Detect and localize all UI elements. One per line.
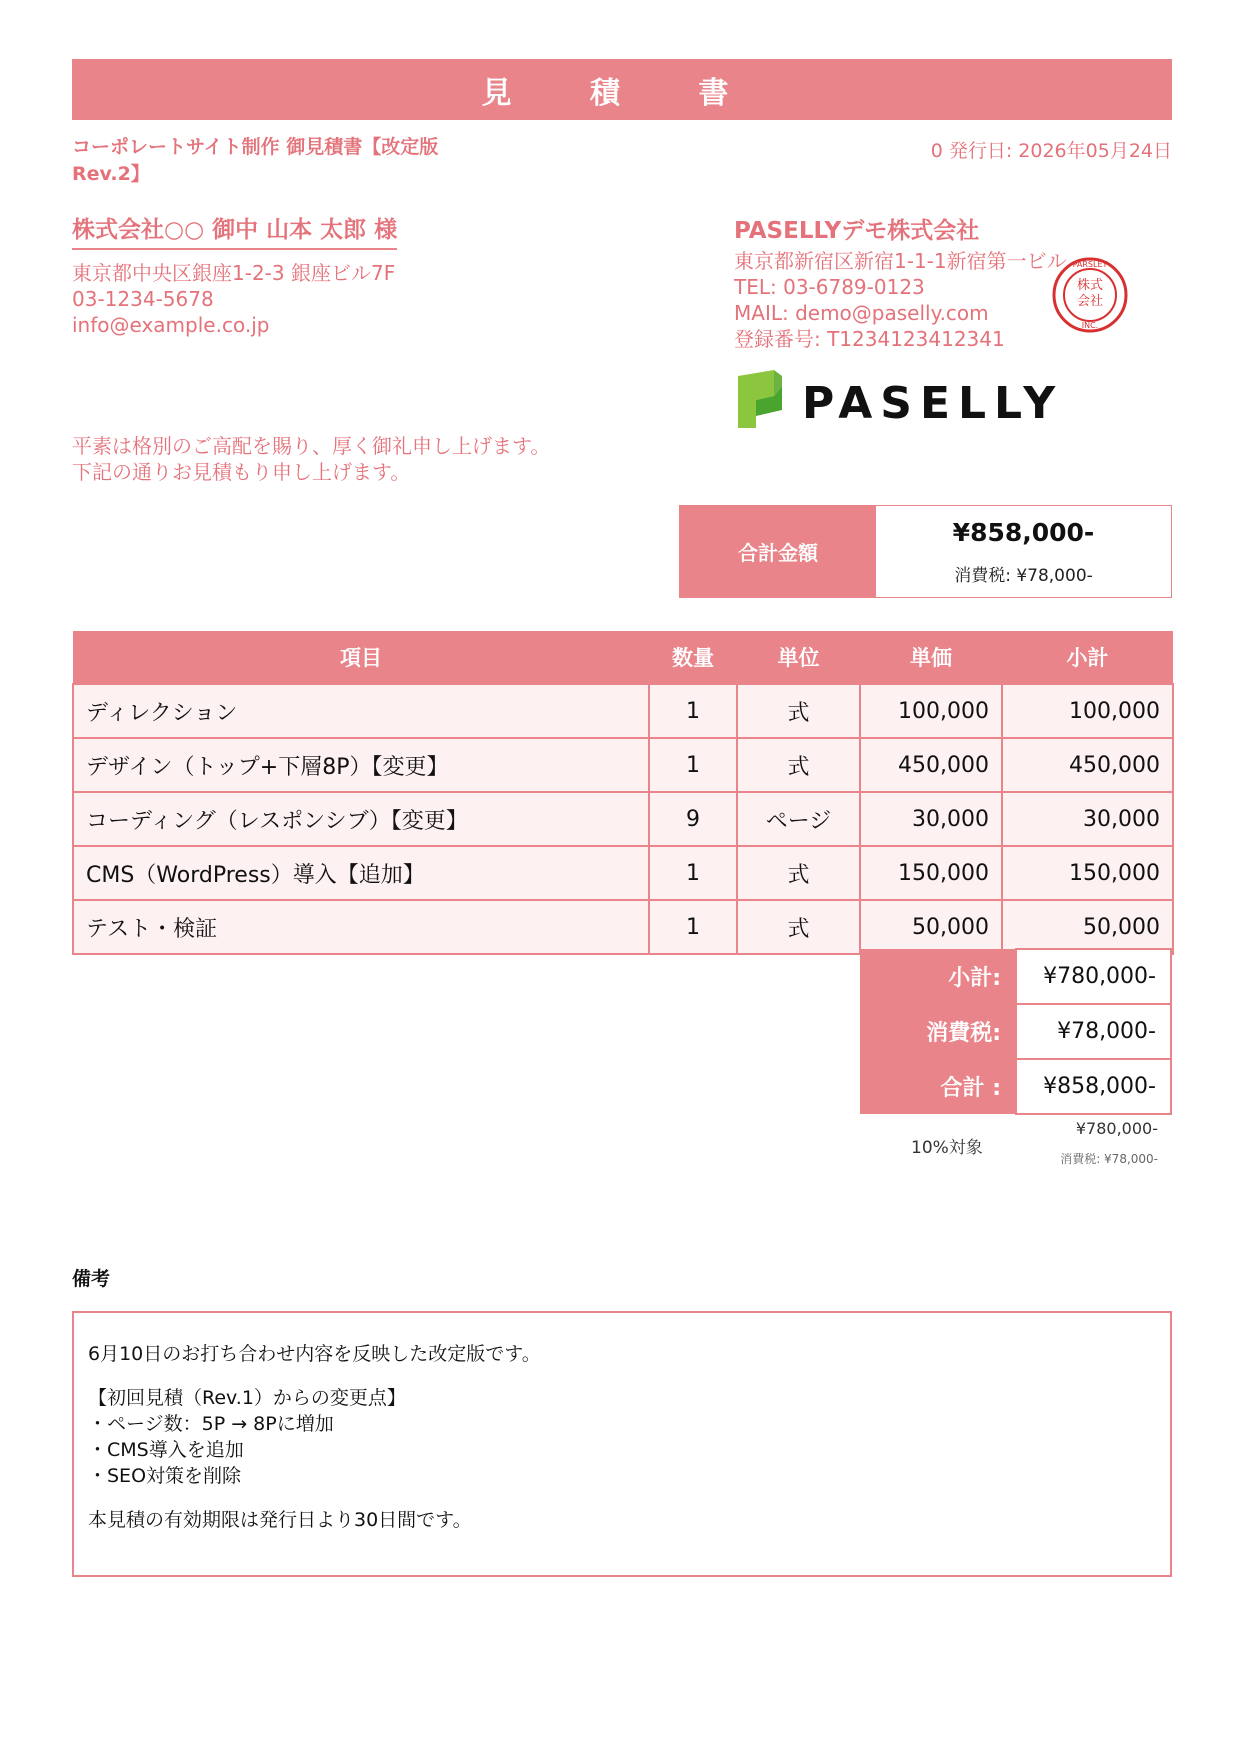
grand-total-value: ¥858,000- [1016,1059,1171,1114]
client-address: 東京都中央区銀座1-2-3 銀座ビル7F [72,261,396,285]
item-subtotal: 100,000 [1002,684,1173,738]
header-subtotal: 小計 [1002,631,1173,684]
item-subtotal: 150,000 [1002,846,1173,900]
item-qty: 1 [649,900,737,954]
company-info [734,248,1074,352]
company-registration: 登録番号: T1234123412341 [734,327,1005,351]
greeting-line: 平素は格別のご高配を賜り、厚く御礼申し上げます。 [72,434,551,458]
company-seal-stamp [1050,243,1128,347]
tax-label: 消費税: [860,1004,1016,1059]
table-row [73,738,1173,792]
notes-box [72,1311,1172,1577]
client-phone: 03-1234-5678 [72,287,214,311]
item-subtotal: 50,000 [1002,900,1173,954]
company-name: PASELLYデモ株式会社 [734,218,980,244]
item-name: ディレクション [73,684,649,738]
company-tel: TEL: 03-6789-0123 [734,275,925,299]
notes-line: 本見積の有効期限は発行日より30日間です。 [88,1509,472,1531]
item-unit-price: 150,000 [860,846,1002,900]
svg-text:株式: 株式 [1076,278,1104,293]
total-amount: ¥858,000- [952,517,1095,547]
paselly-logo [734,370,1064,430]
summary-row [860,1004,1171,1059]
total-amount-label: 合計金額 [680,506,876,597]
svg-text:会社: 会社 [1076,294,1104,309]
notes-line: 6月10日のお打ち合わせ内容を反映した改定版です。 [88,1343,541,1365]
total-amount-values [876,506,1171,597]
header-unit-price: 単価 [860,631,1002,684]
table-row [73,900,1173,954]
total-tax: 消費税: ¥78,000- [954,565,1093,586]
subtotal-label: 小計: [860,949,1016,1004]
client-name: 株式会社○○ 御中 山本 太郎 様 [72,211,397,250]
grand-total-label: 合計 : [860,1059,1016,1114]
summary-table [860,948,1172,1115]
tax-rate-amount: ¥780,000- [1075,1119,1158,1138]
document-subject: コーポレートサイト制作 御見積書【改定版 Rev.2】 [72,136,439,185]
client-info [72,260,395,338]
item-unit-price: 450,000 [860,738,1002,792]
item-unit: 式 [737,684,860,738]
summary-row [860,949,1171,1004]
notes-line: 【初回見積（Rev.1）からの変更点】 [88,1387,406,1409]
item-qty: 1 [649,738,737,792]
total-amount-box [679,505,1172,598]
issue-date: 0 発行日: 2026年05月24日 [930,140,1172,162]
notes-line: ・ページ数：5P → 8Pに増加 [88,1413,334,1435]
item-unit: ページ [737,792,860,846]
subtotal-value: ¥780,000- [1016,949,1171,1004]
line-items-table [72,631,1174,955]
item-unit-price: 100,000 [860,684,1002,738]
notes-title: 備考 [72,1268,111,1290]
client-email: info@example.co.jp [72,313,270,337]
company-address: 東京都新宿区新宿1-1-1新宿第一ビル [734,249,1067,273]
table-header-row [73,631,1173,684]
summary-row [860,1059,1171,1114]
item-unit: 式 [737,738,860,792]
company-mail: MAIL: demo@paselly.com [734,301,989,325]
notes-line: ・CMS導入を追加 [88,1439,244,1461]
item-unit: 式 [737,846,860,900]
svg-text:INC.: INC. [1081,321,1099,330]
document-title: 見 積 書 [72,59,1172,120]
table-row [73,684,1173,738]
item-name: テスト・検証 [73,900,649,954]
tax-rate-label: 10%対象 [911,1138,983,1158]
item-unit-price: 30,000 [860,792,1002,846]
item-qty: 1 [649,846,737,900]
notes-line: ・SEO対策を削除 [88,1465,242,1487]
item-unit-price: 50,000 [860,900,1002,954]
item-name: CMS（WordPress）導入【追加】 [73,846,649,900]
header-item: 項目 [73,631,649,684]
header-unit: 単位 [737,631,860,684]
item-subtotal: 450,000 [1002,738,1173,792]
greeting [72,433,550,485]
tax-value: ¥78,000- [1016,1004,1171,1059]
item-subtotal: 30,000 [1002,792,1173,846]
svg-text:PARSLEY: PARSLEY [1072,260,1108,269]
item-unit: 式 [737,900,860,954]
svg-text:PASELLY: PASELLY [802,378,1064,429]
item-qty: 9 [649,792,737,846]
greeting-line: 下記の通りお見積もり申し上げます。 [72,460,411,484]
table-row [73,846,1173,900]
tax-rate-tax: 消費税: ¥78,000- [1060,1152,1158,1166]
item-name: コーディング（レスポンシブ）【変更】 [73,792,649,846]
item-name: デザイン（トップ+下層8P）【変更】 [73,738,649,792]
item-qty: 1 [649,684,737,738]
header-qty: 数量 [649,631,737,684]
table-row [73,792,1173,846]
